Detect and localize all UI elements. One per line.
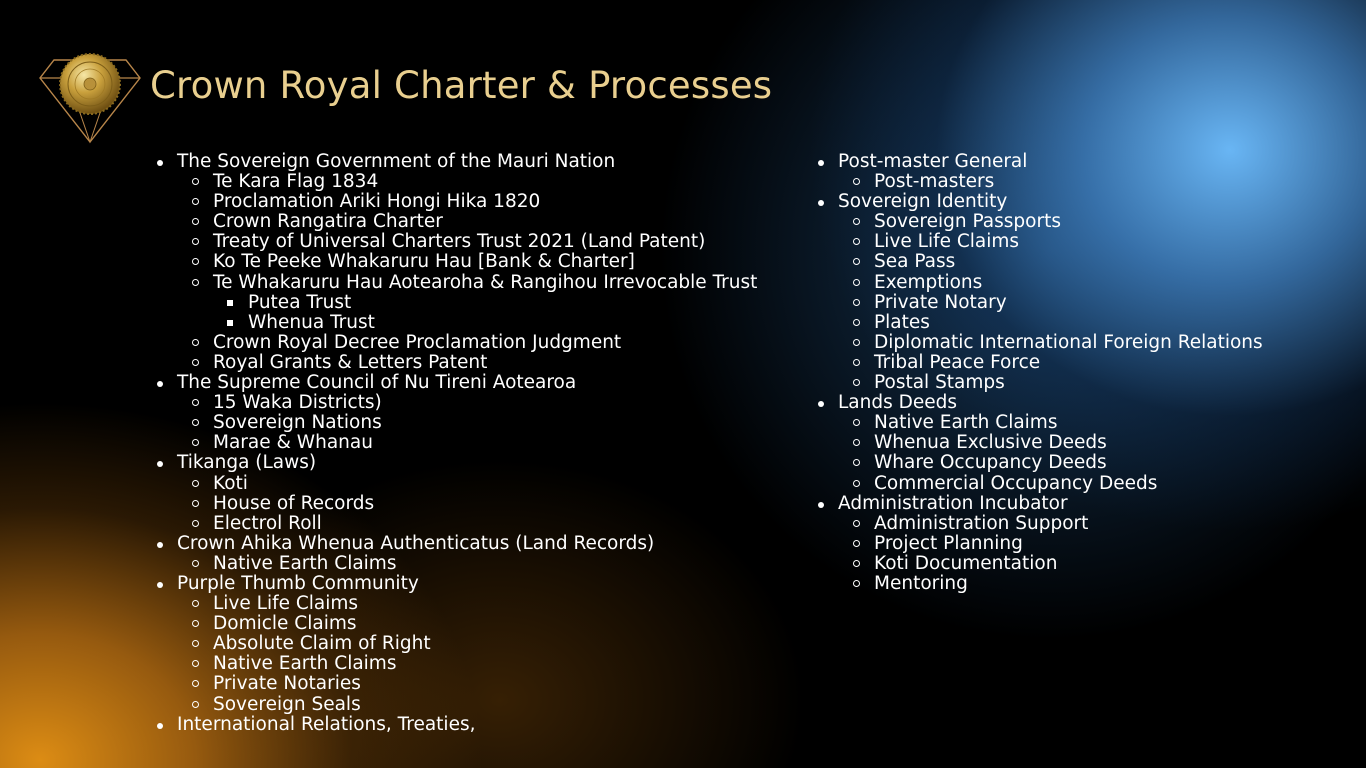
list-item: 15 Waka Districts) [157,393,757,413]
left-bullet-list [157,152,757,735]
list-item: Administration Incubator [818,494,1263,514]
list-item: Treaty of Universal Charters Trust 2021 (Land Patent) [157,232,757,252]
list-item: Private Notaries [157,674,757,694]
list-item: Sovereign Passports [818,212,1263,232]
list-item: Administration Support [818,514,1263,534]
list-item: Lands Deeds [818,393,1263,413]
list-item: Proclamation Ariki Hongi Hika 1820 [157,192,757,212]
list-item: Sovereign Seals [157,695,757,715]
list-item: Crown Royal Decree Proclamation Judgment [157,333,757,353]
list-item: Electrol Roll [157,514,757,534]
list-item: Native Earth Claims [157,654,757,674]
list-item: Te Kara Flag 1834 [157,172,757,192]
right-bullet-list [818,152,1263,594]
list-item: Domicle Claims [157,614,757,634]
list-item: Absolute Claim of Right [157,634,757,654]
list-item: The Supreme Council of Nu Tireni Aotearoa [157,373,757,393]
list-item: Purple Thumb Community [157,574,757,594]
list-item: Native Earth Claims [818,413,1263,433]
list-item: Post-master General [818,152,1263,172]
list-item: Crown Ahika Whenua Authenticatus (Land Records) [157,534,757,554]
list-item: Sea Pass [818,252,1263,272]
list-item: The Sovereign Government of the Mauri Nation [157,152,757,172]
list-item: Tribal Peace Force [818,353,1263,373]
list-item: Postal Stamps [818,373,1263,393]
list-item: Live Life Claims [157,594,757,614]
list-item: Diplomatic International Foreign Relations [818,333,1263,353]
list-item: Putea Trust [157,293,757,313]
list-item: Native Earth Claims [157,554,757,574]
list-item: Post-masters [818,172,1263,192]
list-item: Sovereign Identity [818,192,1263,212]
list-item: Koti Documentation [818,554,1263,574]
list-item: International Relations, Treaties, [157,715,757,735]
list-item: Live Life Claims [818,232,1263,252]
list-item: Crown Rangatira Charter [157,212,757,232]
list-item: Whenua Exclusive Deeds [818,433,1263,453]
list-item: Mentoring [818,574,1263,594]
left-column [157,152,757,735]
right-column [818,152,1263,594]
list-item: Private Notary [818,293,1263,313]
list-item: Whare Occupancy Deeds [818,453,1263,473]
list-item: Commercial Occupancy Deeds [818,474,1263,494]
list-item: Plates [818,313,1263,333]
list-item: Royal Grants & Letters Patent [157,353,757,373]
list-item: Marae & Whanau [157,433,757,453]
list-item: Exemptions [818,273,1263,293]
slide-title: Crown Royal Charter & Processes [150,64,773,107]
gold-seal-diamond-icon [38,48,142,144]
list-item: Te Whakaruru Hau Aotearoha & Rangihou Irrevocable Trust [157,273,757,293]
list-item: Koti [157,474,757,494]
list-item: Ko Te Peeke Whakaruru Hau [Bank & Charter] [157,252,757,272]
list-item: Whenua Trust [157,313,757,333]
list-item: Sovereign Nations [157,413,757,433]
list-item: House of Records [157,494,757,514]
list-item: Tikanga (Laws) [157,453,757,473]
list-item: Project Planning [818,534,1263,554]
